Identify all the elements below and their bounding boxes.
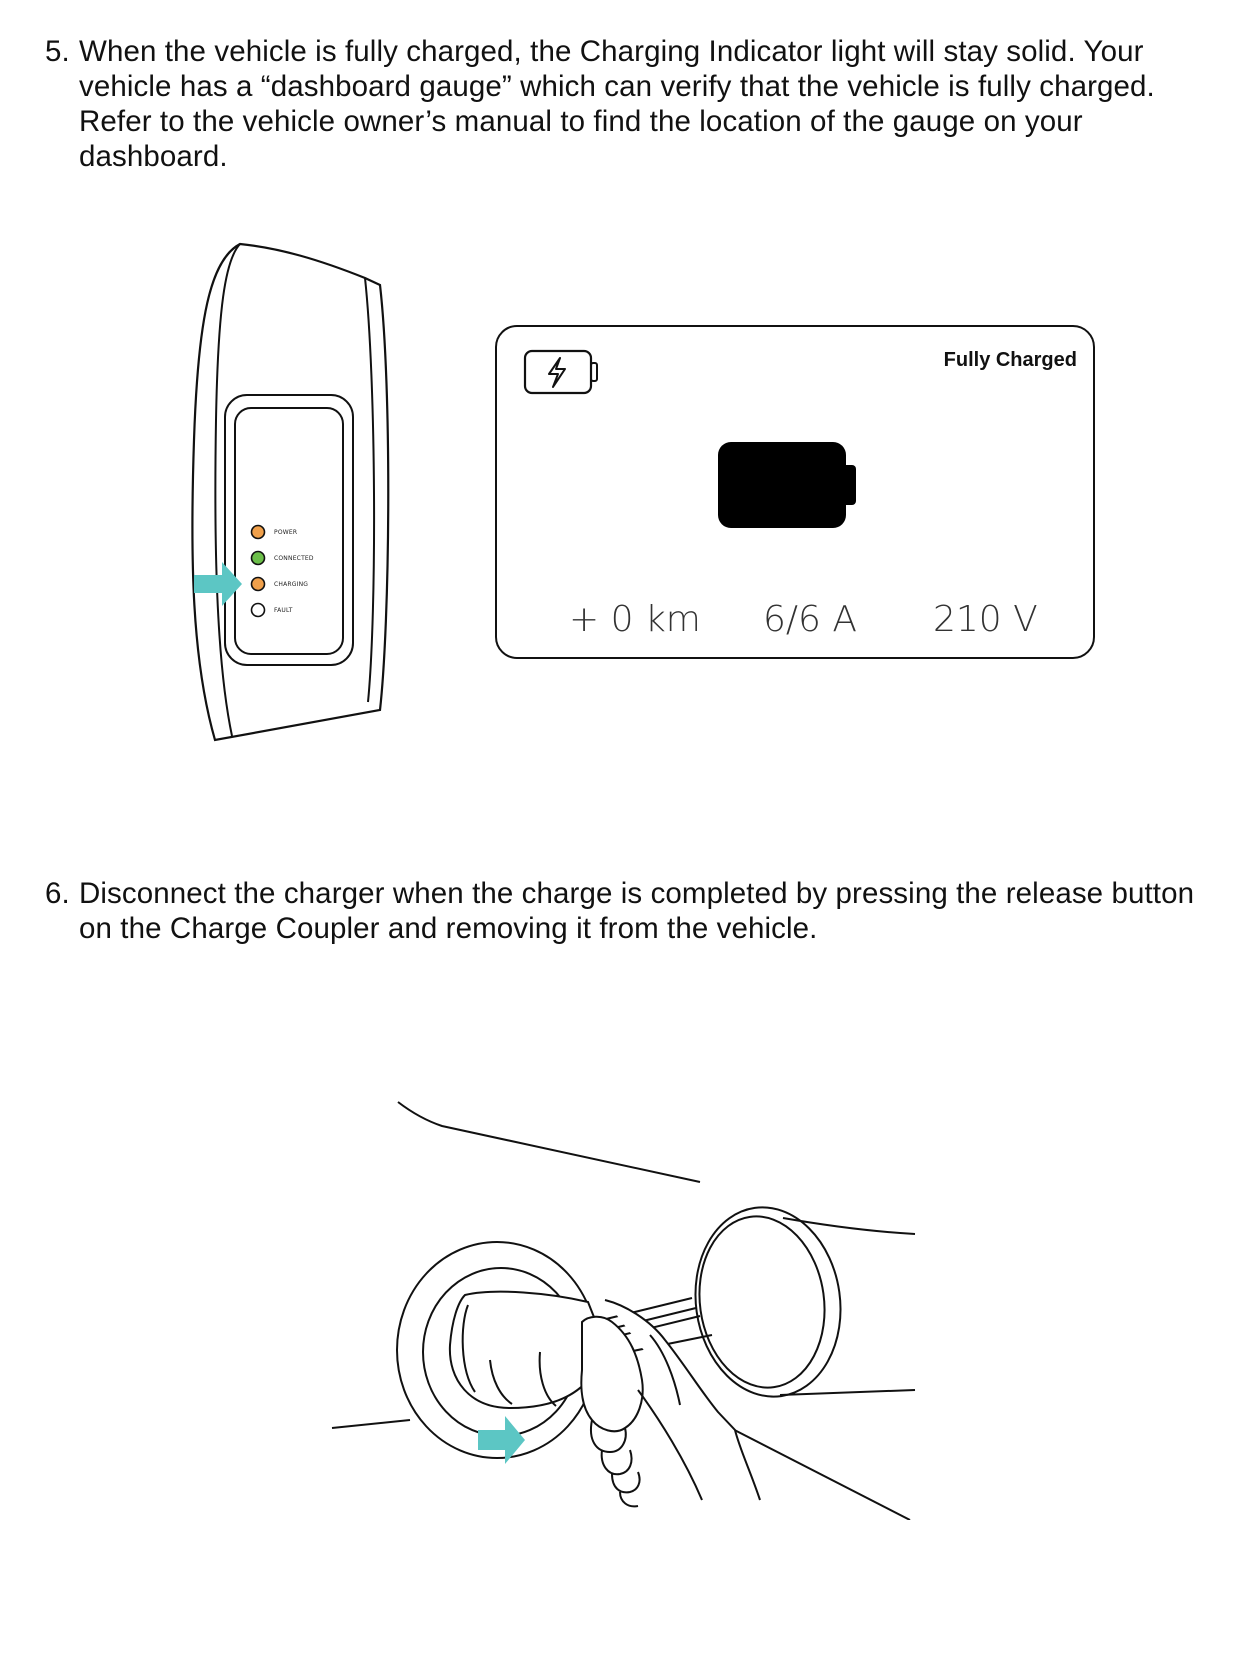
charge-port-door bbox=[683, 1198, 852, 1406]
range-readout: + 0 km bbox=[569, 599, 701, 640]
current-readout: 6/6 A bbox=[763, 599, 858, 640]
dashboard-gauge bbox=[495, 325, 1095, 659]
full-battery-icon bbox=[718, 442, 856, 528]
fault-led bbox=[252, 604, 265, 617]
step-text: Disconnect the charger when the charge is completed by pressing the release button on the Charge Coupler and removing it from the vehicle. bbox=[79, 877, 1195, 945]
charging-label: CHARGING bbox=[274, 581, 309, 588]
voltage-readout: 210 V bbox=[933, 599, 1038, 640]
charge-coupler-illustration bbox=[320, 1090, 920, 1520]
step-5 bbox=[45, 34, 1195, 174]
step-6 bbox=[45, 876, 1195, 946]
connected-label: CONNECTED bbox=[274, 555, 314, 562]
connected-led bbox=[252, 552, 265, 565]
power-label: POWER bbox=[274, 529, 298, 536]
step-text: When the vehicle is fully charged, the Charging Indicator light will stay solid. Your vehicle has a “dashboard gauge” which can verify that the vehicle is fully charged. Refer to the vehicle owner’s manual to find the location of the gauge on your dashboard. bbox=[79, 35, 1155, 173]
charging-led bbox=[252, 578, 265, 591]
fault-label: FAULT bbox=[274, 607, 293, 614]
car-body-line bbox=[783, 1218, 915, 1234]
step-number: 5. bbox=[45, 35, 70, 68]
charging-battery-icon bbox=[525, 351, 597, 393]
power-led bbox=[252, 526, 265, 539]
car-body-line bbox=[332, 1420, 410, 1428]
charger-unit-illustration bbox=[180, 240, 400, 760]
charge-status: Fully Charged bbox=[943, 349, 1077, 371]
step-number: 6. bbox=[45, 877, 70, 910]
car-body-line bbox=[398, 1102, 700, 1182]
